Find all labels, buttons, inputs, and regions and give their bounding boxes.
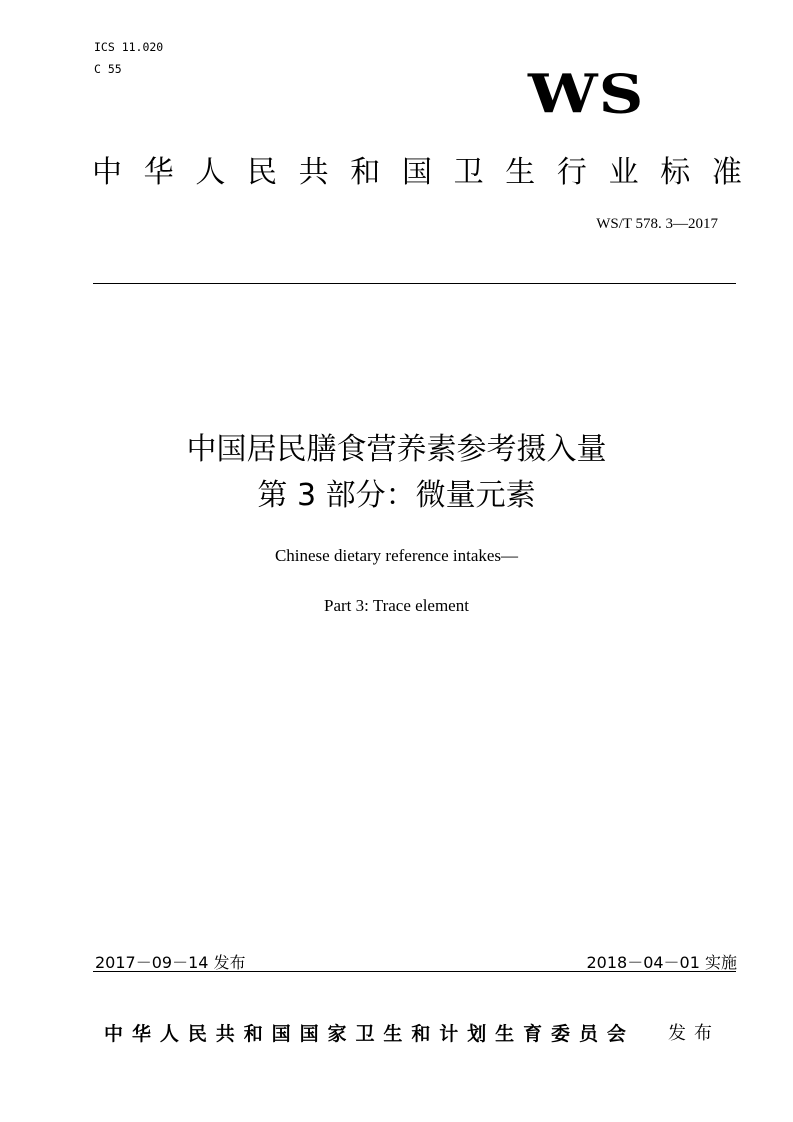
issuer-char: 会 [606,1023,626,1045]
standard-type-char: 中 [92,155,122,190]
standard-type-char: 生 [505,155,536,190]
issuer-char: 和 [411,1023,431,1045]
standard-type-char: 人 [195,155,226,190]
issuer-char: 委 [551,1023,571,1045]
issuer-char: 共 [215,1023,235,1045]
issuer-char: 育 [523,1023,543,1045]
issuer-char: 生 [383,1023,403,1045]
issuer-char: 中 [104,1023,124,1045]
header-divider [93,283,736,284]
publish-label: 发布 [668,1023,720,1044]
issuer-char: 国 [299,1023,319,1045]
standard-type-char: 业 [608,155,639,190]
standard-type-char: 民 [246,155,277,190]
issuer-char: 生 [495,1023,515,1045]
standard-type-char: 华 [143,155,174,190]
issuer-char: 员 [578,1023,598,1045]
title-zh-line2: 第 3 部分：微量元素 [257,478,536,513]
ws-logo: WS [528,62,645,126]
title-zh-line1: 中国居民膳食营养素参考摄入量 [186,432,607,467]
issuer-char: 卫 [355,1023,375,1045]
title-en-line2: Part 3: Trace element [324,596,469,615]
issuer-char: 划 [467,1023,487,1045]
issuer-char: 华 [131,1023,151,1045]
standard-type-heading [92,150,742,196]
standard-type-char: 共 [298,155,329,190]
standard-type-char: 国 [401,155,432,190]
issue-date: 2017－09－14 发布 [95,953,246,972]
standard-type-char: 卫 [453,155,484,190]
issuing-authority [104,1020,626,1048]
standard-type-char: 行 [556,155,587,190]
issuer-char: 计 [439,1023,459,1045]
issuer-char: 家 [327,1023,347,1045]
issuer-char: 民 [187,1023,207,1045]
title-en-line1: Chinese dietary reference intakes— [274,546,519,565]
standard-type-char: 标 [660,155,691,190]
issuer-char: 国 [271,1023,291,1045]
footer-divider [93,971,736,972]
standard-type-char: 准 [711,155,742,190]
issuer-char: 和 [243,1023,263,1045]
standard-type-char: 和 [350,155,381,190]
ccs-code: C 55 [94,62,122,76]
implement-date: 2018－04－01 实施 [586,953,737,972]
issuer-char: 人 [159,1023,179,1045]
ics-code: ICS 11.020 [94,40,164,54]
standard-number: WS/T 578. 3—2017 [596,216,718,232]
